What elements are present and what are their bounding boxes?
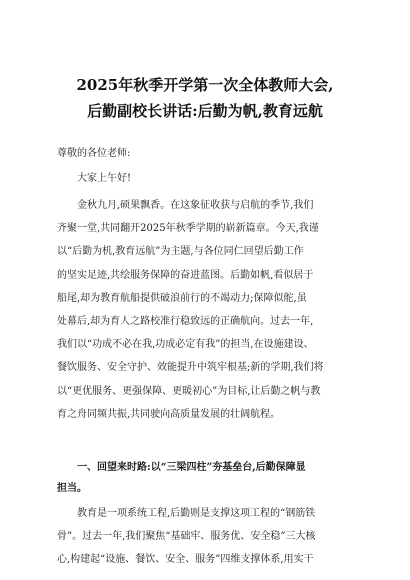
paragraph-line: 心,构建起“设施、餐饮、安全、服务”四维支撑体系,用实干 xyxy=(57,554,314,565)
section-heading-line: 一、回望来时路:以“三梁四柱”夯基垒台,后勤保障显 xyxy=(77,462,306,473)
paragraph-line: 教育是一项系统工程,后勤则是支撑这项工程的“钢筋铁 xyxy=(77,508,316,519)
section-heading-1 xyxy=(57,457,357,499)
salutation: 尊敬的各位老师: xyxy=(57,148,131,159)
paragraph-line: 金秋九月,硕果飘香。在这象征收获与启航的季节,我们 xyxy=(77,200,314,211)
paragraph-2 xyxy=(57,502,357,571)
title-line-2: 后勤副校长讲话:后勤为帆,教育远航 xyxy=(87,102,323,120)
paragraph-line: 以“更优服务、更强保障、更暖初心”为目标,让后勤之帆与教 xyxy=(57,385,321,397)
title-line-1: 2025年秋季开学第一次全体教师大会, xyxy=(76,76,334,94)
paragraph-line: 我们以“功成不必在我,功成必定有我”的担当,在设施建设、 xyxy=(57,339,314,351)
paragraph-line: 餐饮服务、安全守护、效能提升中筑牢根基;新的学期,我们将 xyxy=(57,362,324,374)
greeting: 大家上午好! xyxy=(77,173,132,184)
paragraph-line: 处幕后,却为育人之路校准行稳致远的正确航向。过去一年, xyxy=(57,315,314,327)
paragraph-line: 齐聚一堂,共同翻开2025年秋季学期的崭新篇章。今天,我谨 xyxy=(57,223,319,235)
section-heading-line: 担当。 xyxy=(57,483,87,494)
paragraph-line: 以“后勤为机,教育远航”为主题,与各位同仁回望后勤工作 xyxy=(57,246,304,258)
document-title xyxy=(0,72,410,124)
paragraph-1 xyxy=(57,194,357,426)
paragraph-line: 的坚实足迹,共绘服务保障的奋进蓝图。后勤如帆,看似居于 xyxy=(57,269,314,281)
paragraph-line: 船尾,却为教育航船提供破浪前行的不竭动力;保障似舵,虽 xyxy=(57,292,307,304)
paragraph-line: 育之舟同频共振,共同驶向高质量发展的壮阔航程。 xyxy=(57,408,281,420)
paragraph-line: 骨”。过去一年,我们聚焦“基础牢、服务优、安全稳”三大核 xyxy=(57,531,316,542)
